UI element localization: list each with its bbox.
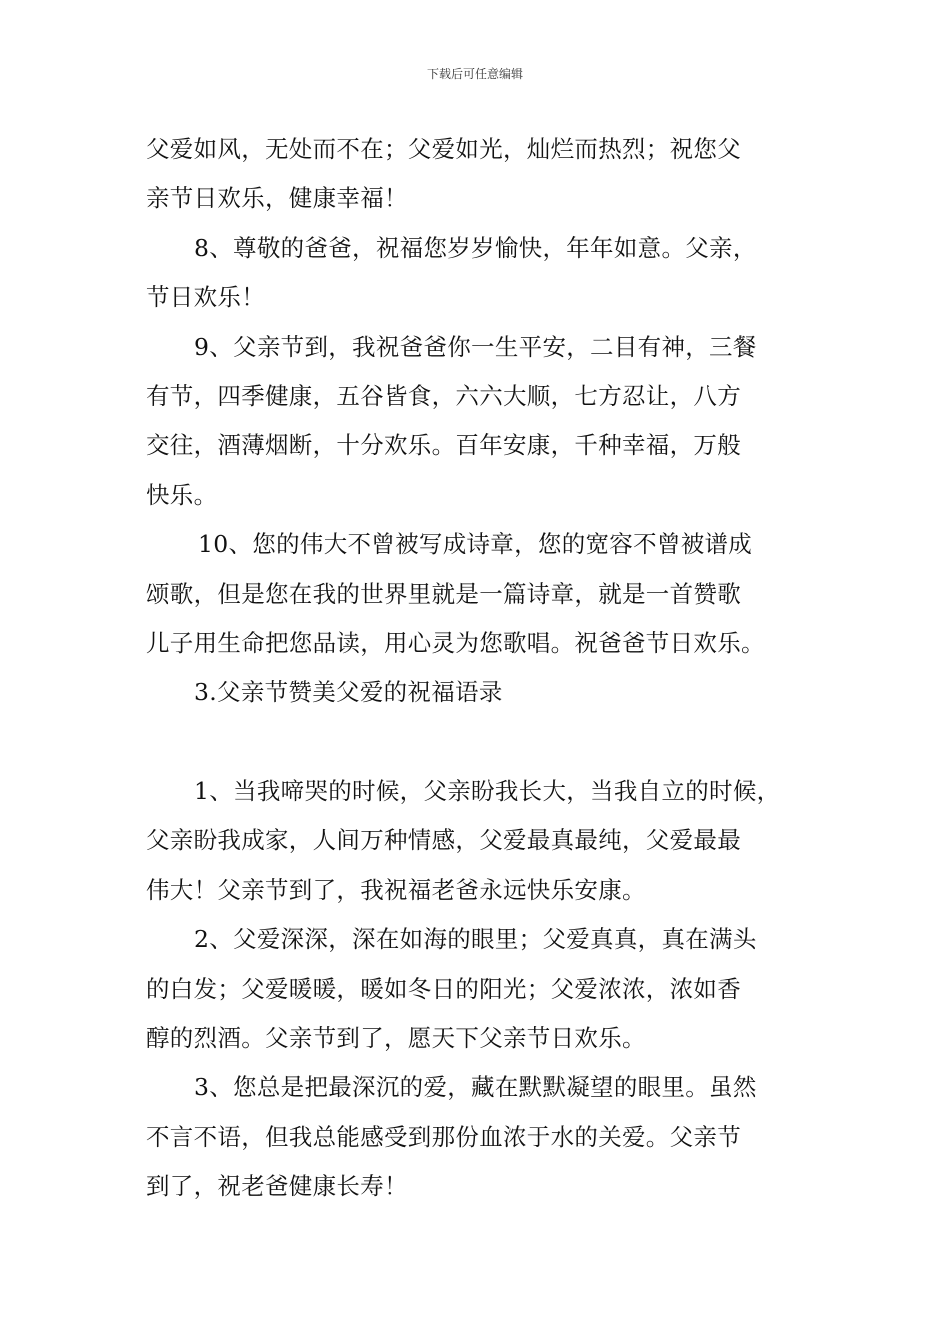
text-line: 不言不语，但我总能感受到那份血浓于水的关爱。父亲节 [146,1122,741,1151]
text-line: 8、尊敬的爸爸，祝福您岁岁愉快，年年如意。父亲， [194,233,757,262]
text-line: 父亲盼我成家，人间万种情感，父爱最真最纯，父爱最最 [146,826,741,855]
text-line: 醇的烈酒。父亲节到了，愿天下父亲节日欢乐。 [146,1024,646,1053]
text-line: 亲节日欢乐，健康幸福！ [146,184,408,213]
text-line: 的白发；父爱暖暖，暖如冬日的阳光；父爱浓浓，浓如香 [146,974,741,1003]
text-line: 快乐。 [146,480,218,509]
text-line: 有节，四季健康，五谷皆食，六六大顺，七方忍让，八方 [146,381,741,410]
text-line: 3、您总是把最深沉的爱，藏在默默凝望的眼里。虽然 [194,1073,757,1102]
text-line: 到了，祝老爸健康长寿！ [146,1172,408,1201]
text-line: 父爱如风，无处而不在；父爱如光，灿烂而热烈；祝您父 [146,135,741,163]
text-line: 1、当我啼哭的时候，父亲盼我长大，当我自立的时候， [194,777,781,806]
document-body [146,125,826,1212]
text-line: 儿子用生命把您品读，用心灵为您歌唱。祝爸爸节日欢乐。 [146,628,765,657]
text-line: 10、您的伟大不曾被写成诗章，您的宽容不曾被谱成 [198,530,753,559]
page-header: 下载后可任意编辑 [426,67,523,81]
text-line: 颂歌，但是您在我的世界里就是一篇诗章，就是一首赞歌 [146,579,741,608]
section-heading: 3.父亲节赞美父爱的祝福语录 [194,678,503,707]
text-line: 节日欢乐！ [146,283,265,312]
text-line: 交往，酒薄烟断，十分欢乐。百年安康，千种幸福，万般 [146,431,741,460]
text-line: 伟大！父亲节到了，我祝福老爸永远快乐安康。 [146,875,646,904]
text-line: 2、父爱深深，深在如海的眼里；父爱真真，真在满头 [194,925,757,954]
text-line: 9、父亲节到，我祝爸爸你一生平安，二目有神，三餐 [194,332,757,361]
blank-line [146,718,826,767]
